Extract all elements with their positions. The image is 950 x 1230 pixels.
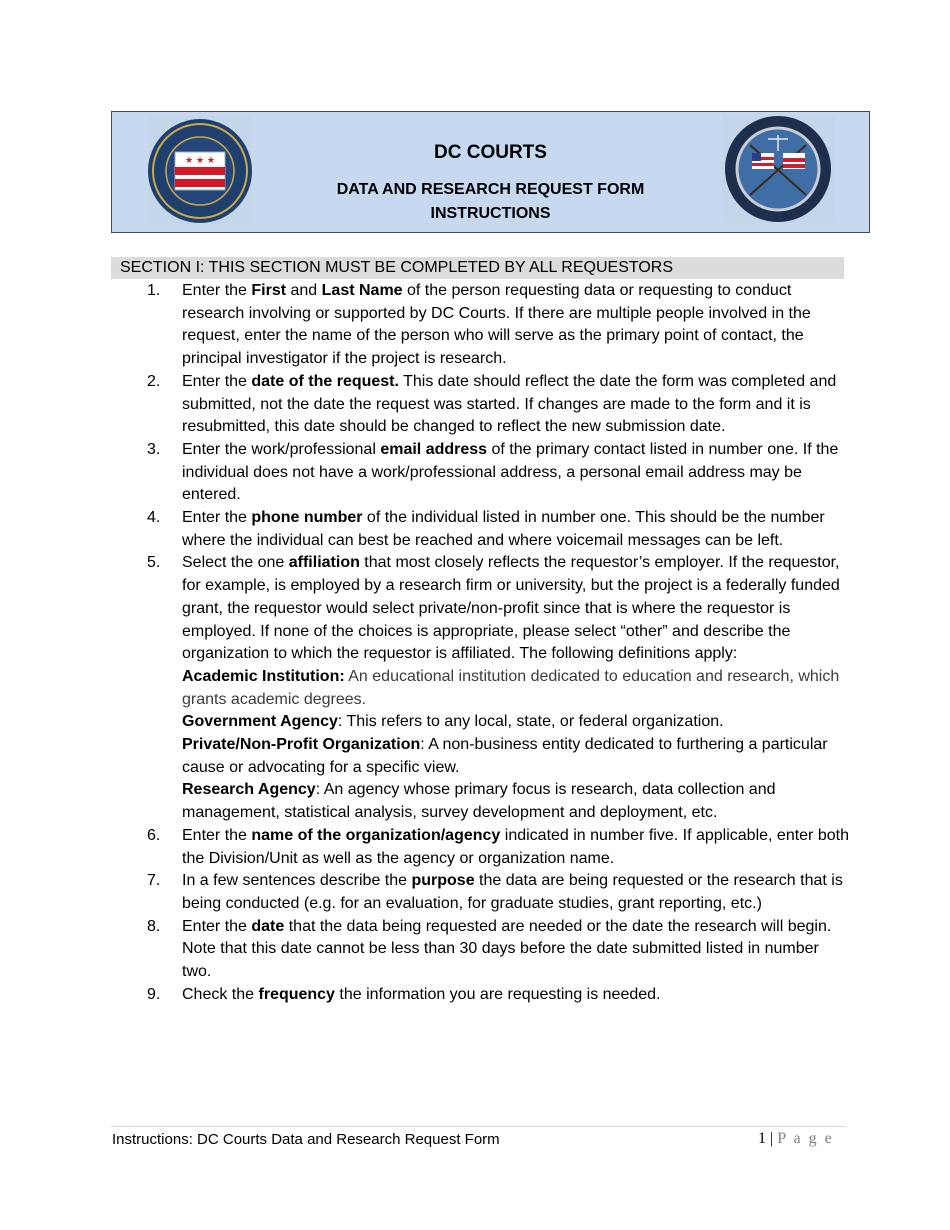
text-run: of the person requesting data or requesting to conduct research involving or supported by DC Courts. If there are multiple people involved in the request, enter the name of the person who will serve as the primary point of contact, the principal investigator if the project is research. — [182, 282, 811, 368]
bold-term: phone number — [251, 509, 363, 527]
list-item-number: 1. — [147, 282, 161, 299]
text-run: indicated in number five. If applicable, enter both the Division/Unit as well as the agency or organization name. — [182, 826, 849, 867]
list-item — [111, 439, 851, 507]
bold-term: frequency — [258, 985, 335, 1003]
list-item-text — [182, 870, 851, 915]
text-run: of the primary contact listed in number one. If the individual does not have a work/professional address, a personal email address may be entered. — [182, 440, 839, 504]
bold-term: name of the organization/agency — [251, 826, 501, 844]
section-heading: SECTION I: THIS SECTION MUST BE COMPLETED BY ALL REQUESTORS — [111, 257, 844, 279]
list-item — [111, 280, 851, 371]
bold-term: purpose — [411, 872, 475, 890]
text-run: Check the — [182, 985, 259, 1003]
list-item — [111, 916, 851, 984]
bold-term: email address — [380, 440, 488, 458]
subtitle-line-2: INSTRUCTIONS — [430, 205, 551, 222]
list-item-number: 9. — [147, 985, 161, 1003]
definition-entry — [182, 711, 851, 734]
text-run: the data are being requested or the research that is being conducted (e.g. for an evaluation, for graduate studies, grant reporting, etc.) — [182, 872, 843, 912]
list-item-number: 2. — [147, 372, 161, 390]
definition-entry — [182, 779, 851, 824]
text-run: Enter the — [182, 282, 252, 299]
text-run: In a few sentences describe the — [182, 872, 412, 890]
definition-entry — [182, 666, 851, 711]
list-item-text — [182, 825, 851, 870]
text-run: This date should reflect the date the form was completed and submitted, not the date the request was started. If changes are made to the form and it is resubmitted, this date should be changed to reflect the new submission date. — [182, 372, 837, 436]
list-item-text — [182, 916, 851, 984]
definition-text: : This refers to any local, state, or federal organization. — [337, 713, 724, 731]
bold-term: First — [251, 282, 287, 299]
text-run: Enter the — [182, 917, 252, 935]
text-run: of the individual listed in number one. This should be the number where the individual can best be reached and where voicemail messages can be left. — [182, 509, 825, 549]
definition-text: : A non-business entity dedicated to furthering a particular cause or advocating for a specific view. — [182, 736, 828, 776]
svg-text:★ ★ ★: ★ ★ ★ — [185, 156, 215, 166]
footer-document-title: Instructions: DC Courts Data and Research Request Form — [112, 1131, 500, 1148]
page-separator: | — [766, 1130, 778, 1147]
subtitle-line-1: DATA AND RESEARCH REQUEST FORM — [336, 181, 645, 198]
definition-term: Private/Non-Profit Organization — [182, 736, 421, 754]
list-item-number: 6. — [147, 826, 161, 844]
affiliation-definitions — [182, 666, 851, 825]
text-run: Enter the — [182, 826, 252, 844]
list-item-text — [182, 280, 851, 371]
superior-court-seal-icon — [722, 115, 835, 223]
instructions-list — [111, 280, 851, 1007]
text-run: that most closely reflects the requestor’s employer. If the requestor, for example, is employed by a research firm or university, but the project is a federally funded grant, the requestor would select private/non-profit since that is where the requestor is employed. If none of the choices is appropriate, please select “other” and describe the organization to which the requestor is affiliated. The following definitions apply: — [182, 554, 840, 663]
list-item-number: 3. — [147, 440, 161, 458]
list-item — [111, 870, 851, 915]
bold-term: date of the request. — [251, 372, 399, 390]
list-item-number: 4. — [147, 509, 161, 527]
definition-entry — [182, 734, 851, 779]
footer-divider — [111, 1126, 846, 1127]
bold-term: Last Name — [321, 282, 403, 299]
list-item — [111, 825, 851, 870]
footer-page-indicator — [758, 1130, 834, 1148]
bold-term: date — [251, 917, 285, 935]
text-run: and — [286, 282, 322, 299]
text-run: the information you are requesting is needed. — [334, 985, 661, 1003]
list-item-text — [182, 507, 851, 552]
list-item-number: 7. — [147, 872, 161, 890]
definition-term: Academic Institution: — [182, 667, 345, 685]
list-item-text — [182, 371, 851, 439]
definition-text: : An agency whose primary focus is research, data collection and management, statistical analysis, survey development and deployment, etc. — [182, 781, 776, 822]
text-run: that the data being requested are needed or the date the research will begin. Note that this date cannot be less than 30 days before the date submitted listed in number two. — [182, 917, 832, 981]
page-title: DC COURTS — [434, 142, 547, 163]
bold-term: affiliation — [288, 554, 360, 572]
text-run: Enter the — [182, 372, 252, 390]
page-number: 1 — [758, 1130, 766, 1147]
list-item-text — [182, 552, 851, 666]
list-item — [111, 984, 851, 1007]
header-banner — [111, 111, 870, 233]
list-item-text — [182, 984, 851, 1007]
definition-term: Research Agency — [182, 781, 316, 799]
list-item — [111, 552, 851, 824]
list-item — [111, 507, 851, 552]
text-run: Enter the — [182, 509, 252, 527]
page-label: P a g e — [777, 1130, 834, 1147]
text-run: Select the one — [182, 554, 289, 572]
list-item-number: 8. — [147, 917, 161, 935]
definition-term: Government Agency — [182, 713, 338, 731]
list-item — [111, 371, 851, 439]
list-item-number: 5. — [147, 554, 161, 572]
list-item-text — [182, 439, 851, 507]
text-run: Enter the work/professional — [182, 440, 381, 458]
definition-text: An educational institution dedicated to education and research, which grants academic degrees. — [182, 667, 840, 708]
